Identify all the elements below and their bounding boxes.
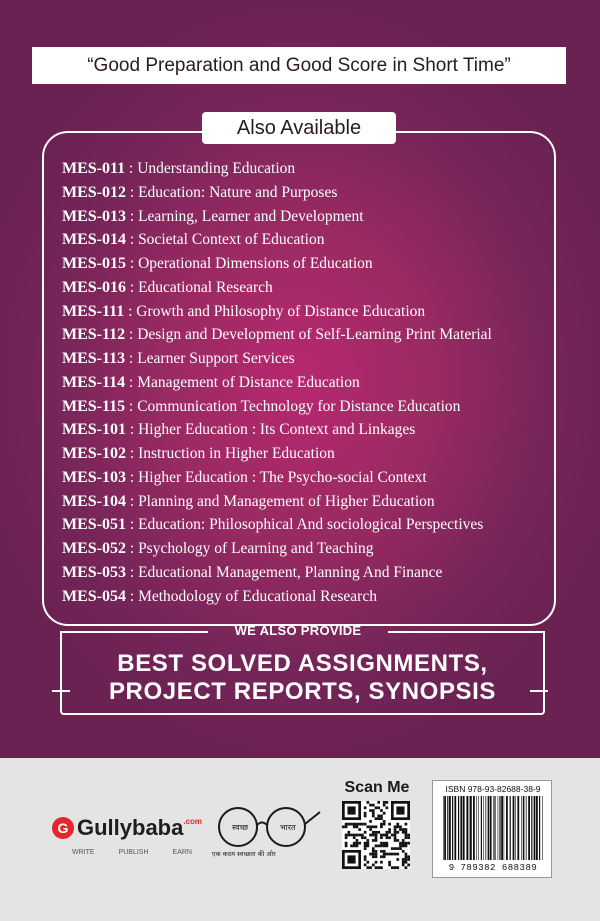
- course-separator: :: [125, 160, 138, 177]
- course-separator: :: [126, 563, 139, 581]
- course-separator: :: [125, 373, 138, 391]
- course-item: [62, 395, 552, 419]
- course-separator: :: [126, 421, 139, 439]
- course-title: Methodology of Educational Research: [138, 587, 377, 605]
- course-separator: :: [125, 350, 138, 367]
- also-available-heading: Also Available: [202, 112, 396, 144]
- qr-code: [342, 801, 410, 869]
- provide-tick-right: [530, 690, 548, 692]
- course-title: Communication Technology for Distance Education: [137, 397, 461, 415]
- course-separator: :: [126, 207, 139, 225]
- course-code: MES-012: [62, 183, 126, 201]
- course-separator: :: [126, 231, 139, 249]
- course-code: MES-101: [62, 421, 126, 439]
- course-item: [62, 585, 552, 609]
- course-separator: :: [126, 587, 139, 605]
- scan-me-label: Scan Me: [344, 779, 410, 796]
- course-code: MES-113: [62, 350, 126, 367]
- course-separator: :: [126, 255, 139, 272]
- course-separator: :: [126, 516, 139, 534]
- swachh-right-word: भारत: [280, 823, 296, 832]
- course-code: MES-011: [62, 160, 126, 177]
- provide-line-1: BEST SOLVED ASSIGNMENTS,: [117, 650, 488, 677]
- tagline-banner: “Good Preparation and Good Score in Short Time”: [32, 47, 566, 84]
- course-code: MES-104: [62, 492, 126, 510]
- course-code: MES-016: [62, 278, 126, 296]
- logo-name: Gullybaba: [77, 815, 184, 840]
- course-title: Learner Support Services: [137, 350, 295, 367]
- course-item: [62, 466, 552, 490]
- course-item: [62, 205, 552, 229]
- logo-tag-publish: PUBLISH: [118, 849, 149, 856]
- course-item: [62, 323, 552, 347]
- course-title: Management of Distance Education: [137, 373, 360, 391]
- gullybaba-logo: [52, 815, 202, 841]
- course-code: MES-111: [62, 302, 125, 320]
- course-item: [62, 490, 552, 514]
- course-separator: :: [126, 492, 139, 510]
- course-item: [62, 561, 552, 585]
- course-item: [62, 157, 552, 181]
- course-item: [62, 228, 552, 252]
- isbn-text: ISBN 978-93-82688-38-9: [445, 784, 541, 794]
- course-title: Societal Context of Education: [138, 231, 325, 249]
- course-title: Planning and Management of Higher Education: [138, 492, 435, 510]
- course-item: [62, 418, 552, 442]
- swachh-bharat-logo: [208, 800, 328, 860]
- course-separator: :: [126, 468, 139, 486]
- course-item: [62, 181, 552, 205]
- course-code: MES-013: [62, 207, 126, 225]
- course-title: Learning, Learner and Development: [138, 207, 364, 225]
- course-title: Higher Education : Its Context and Linkages: [138, 421, 416, 439]
- course-item: [62, 513, 552, 537]
- course-title: Psychology of Learning and Teaching: [138, 540, 374, 557]
- course-item: [62, 347, 552, 371]
- course-separator: :: [126, 540, 139, 557]
- course-title: Education: Philosophical And sociological Perspectives: [138, 516, 484, 534]
- course-code: MES-014: [62, 231, 126, 249]
- course-separator: :: [125, 397, 138, 415]
- logo-tag-write: WRITE: [72, 849, 95, 856]
- logo-tagline: [72, 849, 192, 856]
- course-item: [62, 442, 552, 466]
- course-title: Educational Management, Planning And Finance: [138, 563, 443, 581]
- we-also-provide-label: WE ALSO PROVIDE: [234, 623, 362, 638]
- course-code: MES-103: [62, 468, 126, 486]
- course-code: MES-114: [62, 373, 126, 391]
- provide-line-2: PROJECT REPORTS, SYNOPSIS: [108, 678, 497, 705]
- gullybaba-g-icon: G: [52, 817, 74, 839]
- course-code: MES-054: [62, 587, 126, 605]
- barcode-number: 9 789382 688389: [448, 863, 538, 873]
- course-title: Education: Nature and Purposes: [138, 183, 338, 201]
- course-separator: :: [126, 278, 139, 296]
- barcode: [441, 796, 545, 860]
- course-title: Growth and Philosophy of Distance Education: [136, 302, 426, 320]
- course-separator: :: [126, 445, 139, 462]
- course-separator: :: [126, 183, 139, 201]
- course-code: MES-052: [62, 540, 126, 557]
- course-item: [62, 537, 552, 561]
- course-separator: :: [124, 302, 137, 320]
- course-code: MES-051: [62, 516, 126, 534]
- course-code: MES-015: [62, 255, 126, 272]
- course-item: [62, 371, 552, 395]
- course-code: MES-053: [62, 563, 126, 581]
- course-title: Design and Development of Self-Learning Print Material: [137, 326, 492, 344]
- logo-tag-earn: EARN: [172, 849, 192, 856]
- course-list: [62, 157, 552, 608]
- course-title: Instruction in Higher Education: [138, 445, 335, 462]
- course-title: Higher Education : The Psycho-social Context: [138, 468, 427, 486]
- course-title: Educational Research: [138, 278, 273, 296]
- course-title: Operational Dimensions of Education: [138, 255, 373, 272]
- swachh-caption: एक कदम स्वच्छता की ओर: [212, 850, 276, 858]
- course-code: MES-112: [62, 326, 126, 344]
- isbn-barcode-box: [432, 780, 552, 878]
- course-code: MES-102: [62, 445, 126, 462]
- swachh-left-word: स्वच्छ: [232, 823, 249, 832]
- course-item: [62, 276, 552, 300]
- logo-suffix: .com: [183, 817, 203, 826]
- course-item: [62, 300, 552, 324]
- course-code: MES-115: [62, 397, 126, 415]
- course-separator: :: [125, 326, 138, 344]
- course-title: Understanding Education: [137, 160, 296, 177]
- course-item: [62, 252, 552, 276]
